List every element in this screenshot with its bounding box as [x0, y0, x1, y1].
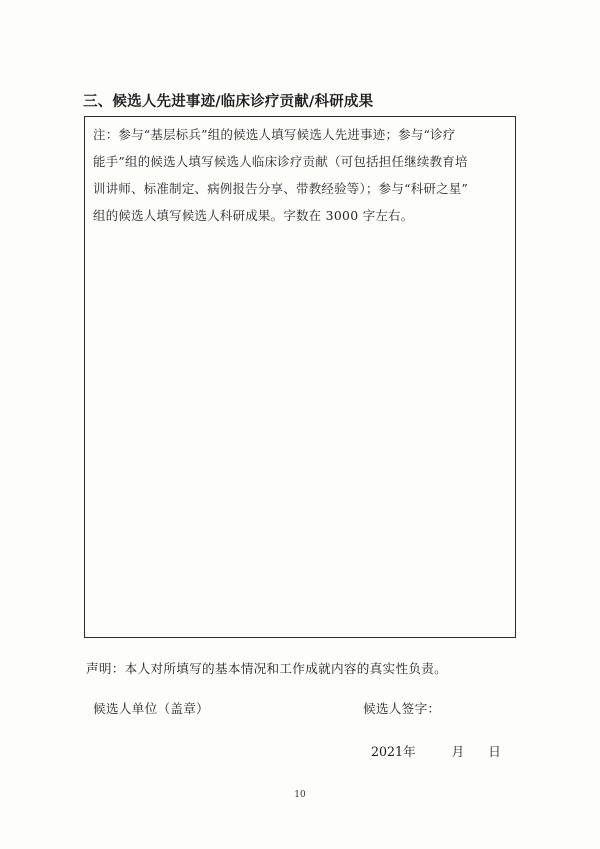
content-box[interactable]: [84, 116, 516, 638]
date-year: 2021: [371, 744, 404, 759]
instruction-note: [93, 121, 513, 229]
date-day-unit: 日: [488, 744, 501, 759]
candidate-signature-label: 候选人签字：: [363, 701, 441, 716]
note-line: 训讲师、标准制定、病例报告分享、带教经验等）；参与“科研之星”: [93, 181, 469, 196]
note-line: 能手”组的候选人填写候选人临床诊疗贡献（可包括担任继续教育培: [93, 154, 468, 169]
note-line: 注：参与“基层标兵”组的候选人填写候选人先进事迹；参与“诊疗: [93, 127, 456, 142]
candidate-unit-seal-label: 候选人单位（盖章）: [93, 701, 210, 716]
page-number: 10: [294, 790, 306, 800]
date-line: [371, 741, 501, 760]
section-title: 三、候选人先进事迹/临床诊疗贡献/科研成果: [83, 94, 374, 110]
note-line: 组的候选人填写候选人科研成果。字数在 3000 字左右。: [93, 208, 414, 223]
date-month-unit: 月: [451, 744, 465, 759]
declaration-text: 声明：本人对所填写的基本情况和工作成就内容的真实性负责。: [86, 661, 448, 676]
date-year-unit: 年: [403, 744, 416, 759]
